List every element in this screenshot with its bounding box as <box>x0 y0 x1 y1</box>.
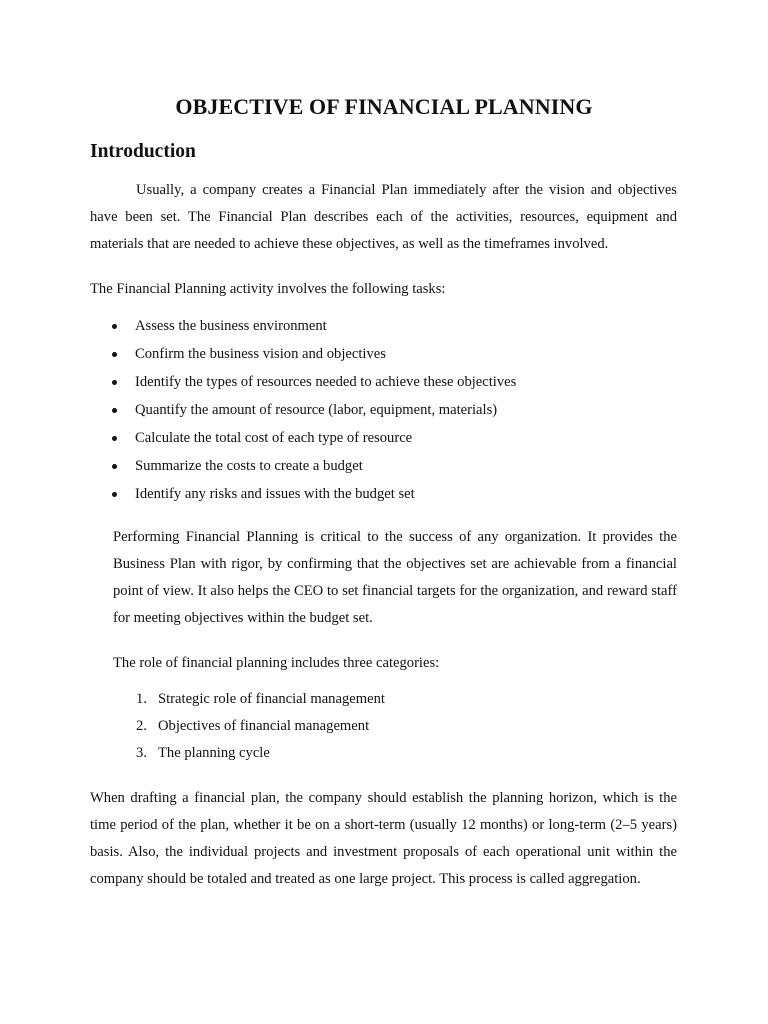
role-list <box>136 686 385 767</box>
role-label: Strategic role of financial management <box>158 691 385 707</box>
list-number: 1. <box>136 691 147 707</box>
task-label: Assess the business environment <box>135 318 327 334</box>
role-list-item <box>136 713 385 740</box>
task-label: Quantify the amount of resource (labor, equipment, materials) <box>135 402 498 418</box>
bullet-icon <box>112 352 117 357</box>
task-list-item <box>112 480 516 508</box>
page-title: OBJECTIVE OF FINANCIAL PLANNING <box>175 94 593 119</box>
bullet-icon <box>112 492 117 497</box>
task-list <box>112 312 516 508</box>
task-list-item <box>112 452 516 480</box>
bullet-icon <box>112 408 117 413</box>
task-label: Calculate the total cost of each type of resource <box>135 430 413 446</box>
intro-paragraph: Usually, a company creates a Financial Plan immediately after the vision and objectives have been set. The Financial Plan describes each of the activities, resources, equipment and materials that are needed to achieve these objectives, as well as the timeframes involved. <box>90 182 677 252</box>
bullet-icon <box>112 324 117 329</box>
task-list-item <box>112 424 516 452</box>
role-label: The planning cycle <box>158 745 270 761</box>
bullet-icon <box>112 464 117 469</box>
bullet-icon <box>112 380 117 385</box>
role-label: Objectives of financial management <box>158 718 370 734</box>
list-number: 2. <box>136 718 147 734</box>
bullet-icon <box>112 436 117 441</box>
role-list-item <box>136 740 385 767</box>
critical-paragraph: Performing Financial Planning is critical to the success of any organization. It provides the Business Plan with rigor, by confirming that the objectives set are achievable from a financial point of view. It also helps the CEO to set financial targets for the organization, and reward staff for meeting objectives within the budget set. <box>113 529 677 626</box>
task-label: Summarize the costs to create a budget <box>135 458 363 474</box>
section-heading: Introduction <box>90 141 196 162</box>
role-intro-paragraph: The role of financial planning includes three categories: <box>113 655 440 671</box>
task-list-item <box>112 396 516 424</box>
list-number: 3. <box>136 745 147 761</box>
task-label: Identify the types of resources needed to achieve these objectives <box>135 374 517 390</box>
tasks-intro-paragraph: The Financial Planning activity involves the following tasks: <box>90 281 446 297</box>
task-label: Identify any risks and issues with the budget set <box>135 486 415 502</box>
task-list-item <box>112 312 516 340</box>
task-label: Confirm the business vision and objectives <box>135 346 386 362</box>
task-list-item <box>112 340 516 368</box>
task-list-item <box>112 368 516 396</box>
drafting-paragraph: When drafting a financial plan, the company should establish the planning horizon, which is the time period of the plan, whether it be on a short-term (usually 12 months) or long-term (2–5 years) basis. Also, the individual projects and investment proposals of each operational unit within the company should be totaled and treated as one large project. This process is called aggregation. <box>90 790 677 887</box>
role-list-item <box>136 686 385 713</box>
